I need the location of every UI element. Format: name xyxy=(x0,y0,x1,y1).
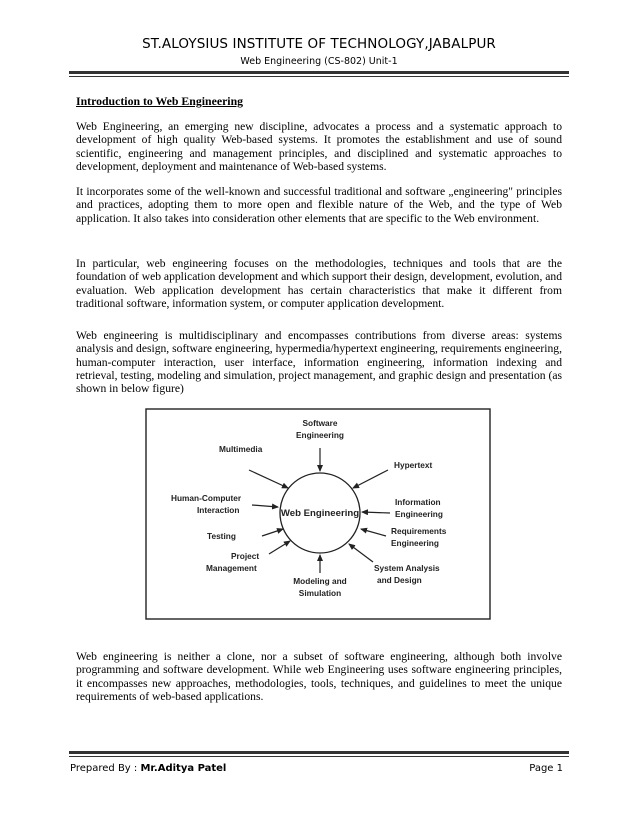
label-information-engineering-2: Engineering xyxy=(395,509,443,519)
web-engineering-figure xyxy=(145,408,491,620)
label-hypertext: Hypertext xyxy=(394,460,433,470)
label-requirements-engineering-2: Engineering xyxy=(391,538,439,548)
label-project-management-2: Management xyxy=(206,563,257,573)
label-testing: Testing xyxy=(207,531,236,541)
label-modeling-2: Simulation xyxy=(298,588,342,598)
footer-rule-thin xyxy=(69,756,569,757)
footer-prepared-by xyxy=(70,763,226,774)
label-system-analysis: System Analysis xyxy=(374,563,440,573)
paragraph: Web Engineering, an emerging new discipline, advocates a process and a systematic approach to development of high quality Web-based systems. It promotes the establishment and use of sound scientific, engineering and management principles, and disciplined and systematic approaches to development, deployment and maintenance of Web-based systems. xyxy=(76,120,562,173)
footer-rule xyxy=(69,751,569,754)
paragraph: It incorporates some of the well-known and successful traditional and software „engineering" principles and practices, adopting them to more open and flexible nature of the Web, and the type of Web application. It also takes into consideration other elements that are specific to the Web environment. xyxy=(76,185,562,225)
course-subtitle: Web Engineering (CS-802) Unit-1 xyxy=(240,56,398,67)
label-software-engineering-2: Engineering xyxy=(296,430,344,440)
paragraph: Web engineering is multidisciplinary and encompasses contributions from diverse areas: systems analysis and design, software engineering, hypermedia/hypertext engineering, requirements engineering, human-computer interaction, user interface, information engineering, information indexing and retrieval, testing, modeling and simulation, project management, and graphic design and presentation (as shown in below figure) xyxy=(76,329,562,396)
header-rule xyxy=(69,71,569,74)
label-multimedia: Multimedia xyxy=(219,444,263,454)
label-information-engineering: Information xyxy=(395,497,441,507)
label-software-engineering: Software xyxy=(302,418,338,428)
figure-diagram xyxy=(145,408,491,620)
page-number: Page 1 xyxy=(529,763,563,774)
label-project-management: Project xyxy=(231,551,260,561)
label-system-analysis-2: and Design xyxy=(377,575,422,585)
prepared-label: Prepared By : xyxy=(70,763,141,774)
header-rule-thin xyxy=(69,76,569,77)
paragraph: In particular, web engineering focuses on the methodologies, techniques and tools that are the foundation of web application development and which support their design, development, evolution, and evaluation. Web application development has certain characteristics that make it different from traditional software, information system, or computer application development. xyxy=(76,257,562,310)
label-hci: Human-Computer xyxy=(171,493,242,503)
label-requirements-engineering: Requirements xyxy=(391,526,447,536)
label-hci-2: Interaction xyxy=(197,505,240,515)
center-label: Web Engineering xyxy=(280,508,360,519)
paragraph: Web engineering is neither a clone, nor a subset of software engineering, although both involve programming and software development. While web Engineering uses software engineering principles, it encompasses new approaches, methodologies, tools, techniques, and guidelines to meet the unique requirements of web-based applications. xyxy=(76,650,562,703)
institute-title: ST.ALOYSIUS INSTITUTE OF TECHNOLOGY,JABALPUR xyxy=(142,36,496,52)
label-modeling: Modeling and xyxy=(293,576,347,586)
section-heading: Introduction to Web Engineering xyxy=(76,94,244,108)
author-name: Mr.Aditya Patel xyxy=(140,763,227,774)
